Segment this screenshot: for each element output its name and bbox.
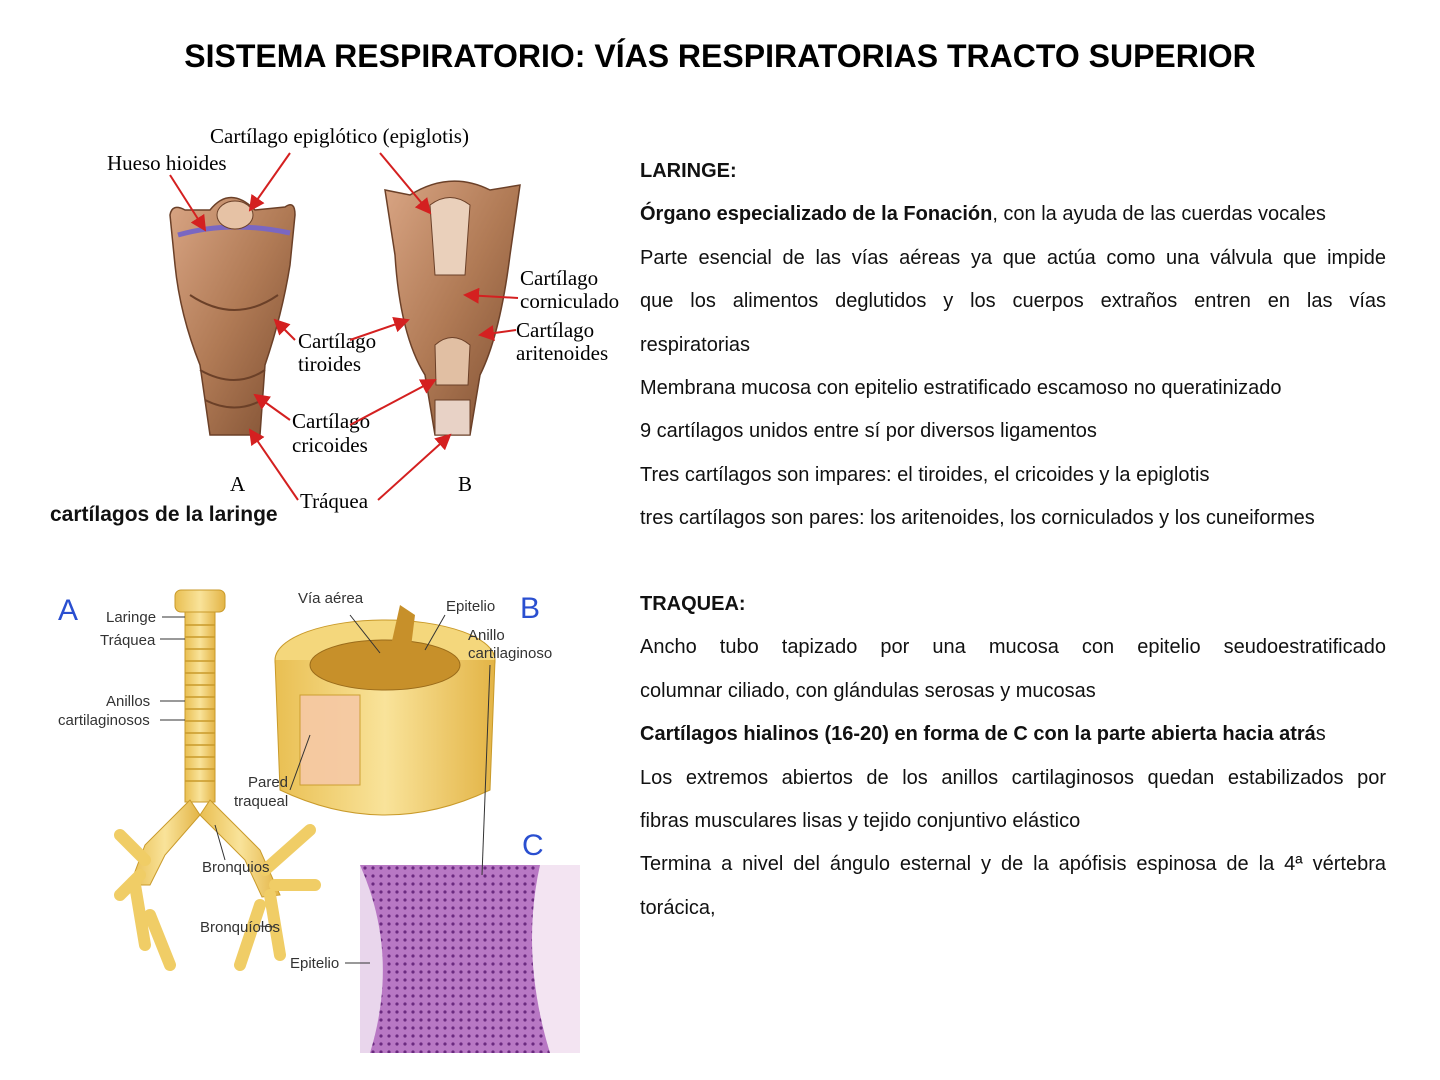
trachea-figure xyxy=(50,585,590,1055)
trachea-illustration xyxy=(50,585,590,1055)
label-trachea-a: Tráquea xyxy=(100,632,156,649)
laringe-line-2: Parte esencial de las vías aéreas ya que actúa como una válvula que impide xyxy=(640,246,1386,269)
label-trachea: Tráquea xyxy=(300,489,369,513)
traquea-section xyxy=(640,583,1386,930)
traquea-line-3 xyxy=(640,713,1386,756)
laringe-line-5: Membrana mucosa con epitelio estratificado escamoso no queratinizado xyxy=(640,376,1282,399)
label-panel-b: B xyxy=(520,592,541,625)
traquea-line-6: Termina a nivel del ángulo esternal y de la apófisis espinosa de la 4ª vértebra xyxy=(640,853,1386,876)
label-cricoid-1: Cartílago xyxy=(292,409,371,433)
laringe-line-8: tres cartílagos son pares: los aritenoides, los corniculados y los cuneiformes xyxy=(640,507,1315,530)
trachea-ring-cross-section xyxy=(275,605,495,815)
traquea-line-7: torácica, xyxy=(640,896,716,919)
laringe-line-1-rest: , con la ayuda de las cuerdas vocales xyxy=(992,203,1326,226)
laringe-line-7: Tres cartílagos son impares: el tiroides, el cricoides y la epiglotis xyxy=(640,463,1210,486)
label-bronchi: Bronquios xyxy=(202,859,270,876)
label-airway: Vía aérea xyxy=(298,590,364,607)
label-arytenoid-2: aritenoides xyxy=(516,341,609,365)
traquea-line-3-rest: s xyxy=(1315,723,1326,746)
laringe-line-6: 9 cartílagos unidos entre sí por diversos ligamentos xyxy=(640,420,1097,443)
label-arytenoid-1: Cartílago xyxy=(516,318,595,342)
label-panel-c: C xyxy=(522,829,544,862)
traquea-line-1: Ancho tubo tapizado por una mucosa con epitelio seudoestratificado xyxy=(640,636,1386,659)
larynx-cartilage-figure xyxy=(50,115,620,515)
laringe-line-1 xyxy=(640,193,1386,236)
label-rings-2: cartilaginosos xyxy=(58,712,150,729)
laringe-line-4: respiratorias xyxy=(640,333,751,356)
traquea-line-2: columnar ciliado, con glándulas serosas y mucosas xyxy=(640,679,1096,702)
larynx-illustration xyxy=(50,115,620,515)
label-corniculate-2: corniculado xyxy=(520,289,620,313)
traquea-line-3-bold: Cartílagos hialinos (16-20) en forma de C con la parte abierta hacia atrá xyxy=(640,723,1316,746)
traquea-line-5: fibras musculares lisas y tejido conjuntivo elástico xyxy=(640,809,1081,832)
label-wall-1: Pared xyxy=(248,774,289,791)
label-cricoid-2: cricoides xyxy=(292,433,368,457)
label-panel-a: A xyxy=(58,594,79,627)
label-hyoid-bone: Hueso hioides xyxy=(107,151,227,175)
label-larynx: Laringe xyxy=(106,609,157,626)
traquea-heading: TRAQUEA: xyxy=(640,593,746,615)
label-ring-2: cartilaginoso xyxy=(468,645,553,662)
larynx-back-view xyxy=(385,181,520,435)
label-thyroid-1: Cartílago xyxy=(298,329,377,353)
label-epithelium-c: Epitelio xyxy=(290,955,340,972)
label-epithelium-b: Epitelio xyxy=(446,598,496,615)
label-view-a: A xyxy=(230,472,246,496)
laringe-line-3: que los alimentos deglutidos y los cuerpos extraños entren en las vías xyxy=(640,290,1386,313)
label-rings-1: Anillos xyxy=(106,693,151,710)
label-view-b: B xyxy=(458,472,473,496)
label-bronchioles: Bronquíolos xyxy=(200,919,281,936)
label-epiglottis: Cartílago epiglótico (epiglotis) xyxy=(210,124,469,148)
traquea-line-4: Los extremos abiertos de los anillos cartilaginosos quedan estabilizados por xyxy=(640,766,1386,789)
larynx-caption: cartílagos de la laringe xyxy=(50,503,278,526)
page-title: SISTEMA RESPIRATORIO: VÍAS RESPIRATORIAS TRACTO SUPERIOR xyxy=(184,38,1256,74)
trachea-histology xyxy=(360,865,580,1053)
larynx-front-view xyxy=(170,198,295,436)
laringe-section xyxy=(640,150,1386,541)
label-thyroid-2: tiroides xyxy=(298,352,361,376)
label-wall-2: traqueal xyxy=(234,793,289,810)
laringe-line-1-bold: Órgano especializado de la Fonación xyxy=(640,203,993,226)
label-ring-1: Anillo xyxy=(468,627,505,644)
label-corniculate-1: Cartílago xyxy=(520,266,599,290)
laringe-heading: LARINGE: xyxy=(640,160,737,182)
